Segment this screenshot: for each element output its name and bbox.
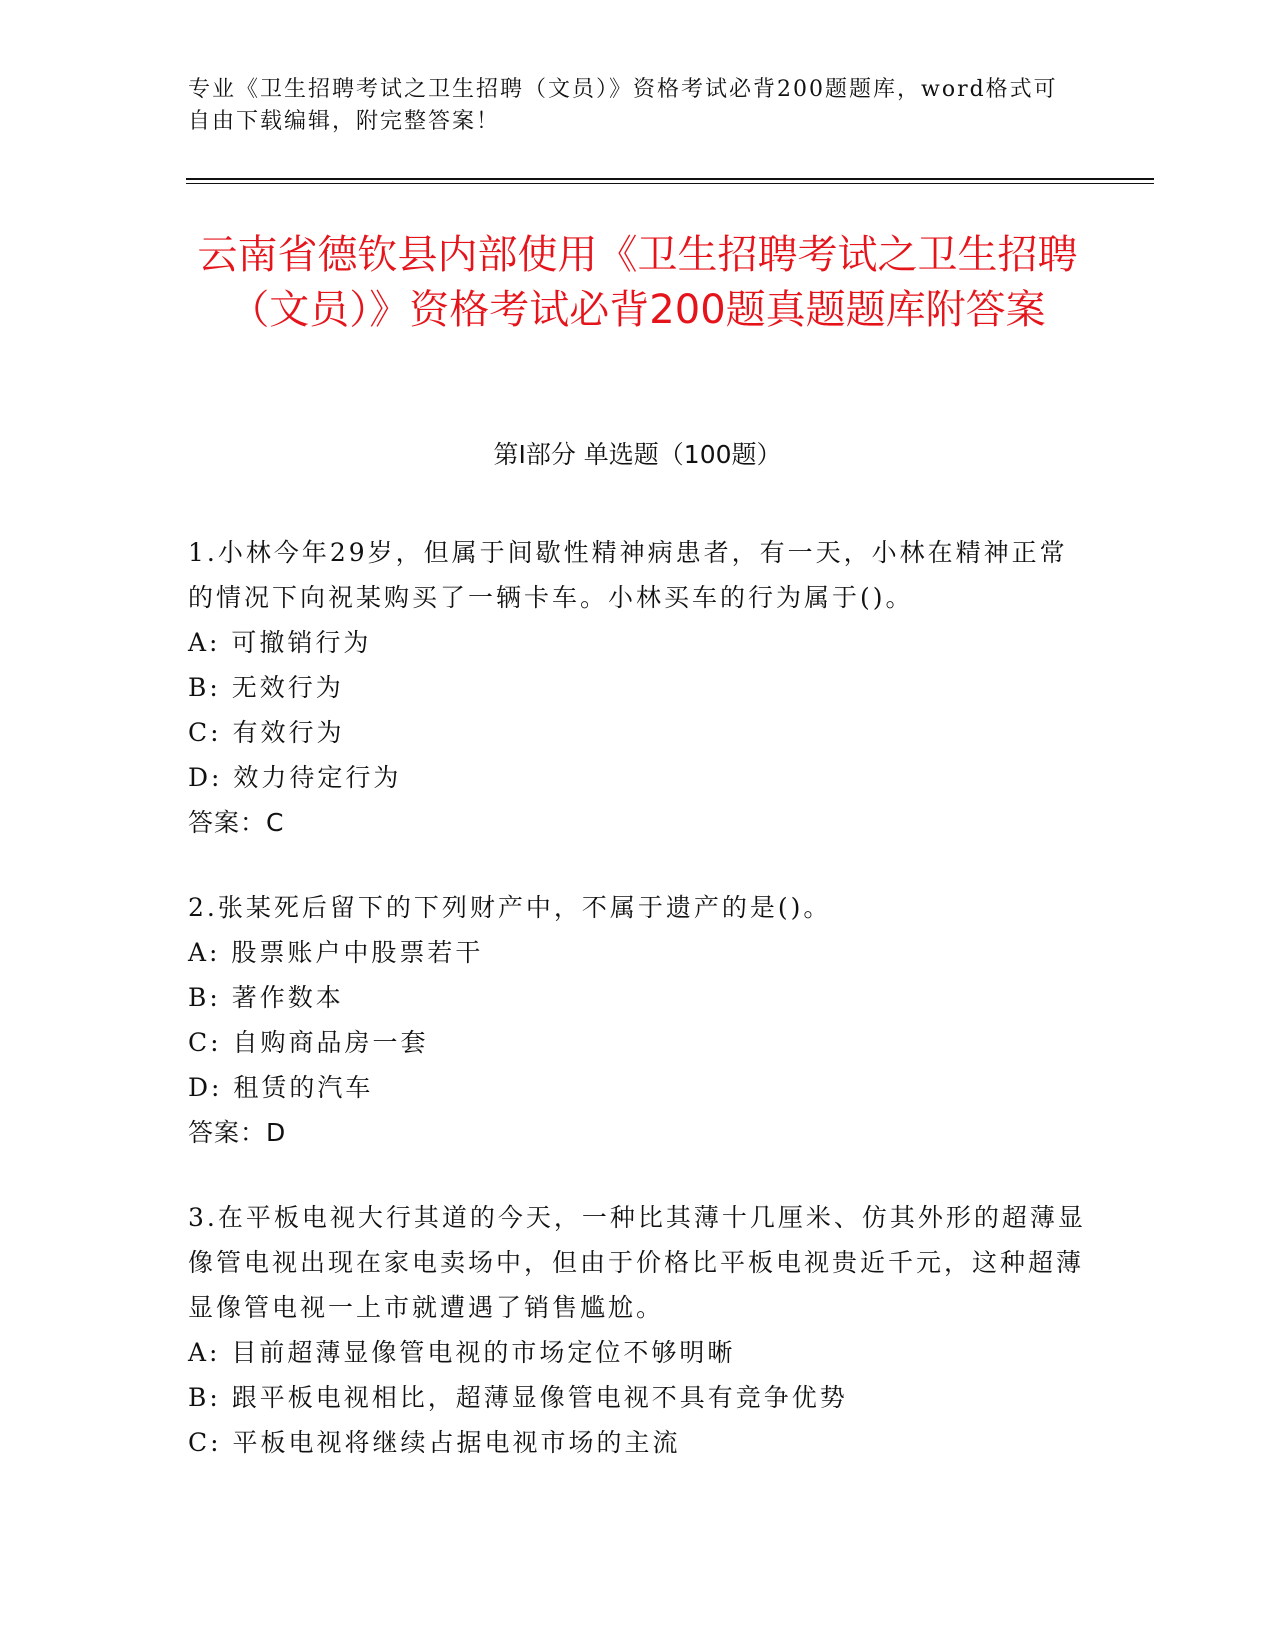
answer: 答案：C: [188, 808, 285, 837]
document-title: 云南省德钦县内部使用《卫生招聘考试之卫生招聘（文员）》资格考试必背200题真题题库附答案: [197, 232, 1078, 333]
question-1: [188, 530, 1088, 845]
option-d: D: 效力待定行为: [188, 763, 402, 792]
question-list: [188, 530, 1088, 1505]
question-stem: 2.张某死后留下的下列财产中，不属于遗产的是()。: [188, 893, 832, 922]
option-c: C: 自购商品房一套: [188, 1028, 429, 1057]
question-stem: 3.在平板电视大行其道的今天，一种比其薄十几厘米、仿其外形的超薄显像管电视出现在家电卖场中，但由于价格比平板电视贵近千元，这种超薄显像管电视一上市就遭遇了销售尴尬。: [188, 1203, 1086, 1322]
option-b: B: 著作数本: [188, 983, 344, 1012]
option-c: C: 平板电视将继续占据电视市场的主流: [188, 1428, 681, 1457]
option-c: C: 有效行为: [188, 718, 345, 747]
option-a: A: 股票账户中股票若干: [188, 938, 484, 967]
option-b: B: 跟平板电视相比，超薄显像管电视不具有竞争优势: [188, 1383, 848, 1412]
header-divider-thin: [186, 183, 1154, 184]
answer: 答案：D: [188, 1118, 287, 1147]
section-title: 第I部分 单选题（100题）: [493, 440, 782, 469]
option-a: A: 目前超薄显像管电视的市场定位不够明晰: [188, 1338, 736, 1367]
header-divider: [186, 178, 1154, 180]
option-b: B: 无效行为: [188, 673, 344, 702]
option-a: A: 可撤销行为: [188, 628, 372, 657]
question-3: [188, 1195, 1088, 1465]
option-d: D: 租赁的汽车: [188, 1073, 374, 1102]
question-stem: 1.小林今年29岁，但属于间歇性精神病患者，有一天，小林在精神正常的情况下向祝某购买了一辆卡车。小林买车的行为属于()。: [188, 538, 1068, 612]
header-note: 专业《卫生招聘考试之卫生招聘（文员）》资格考试必背200题题库，word格式可自由下载编辑，附完整答案！: [188, 77, 1058, 134]
question-2: [188, 885, 1088, 1155]
